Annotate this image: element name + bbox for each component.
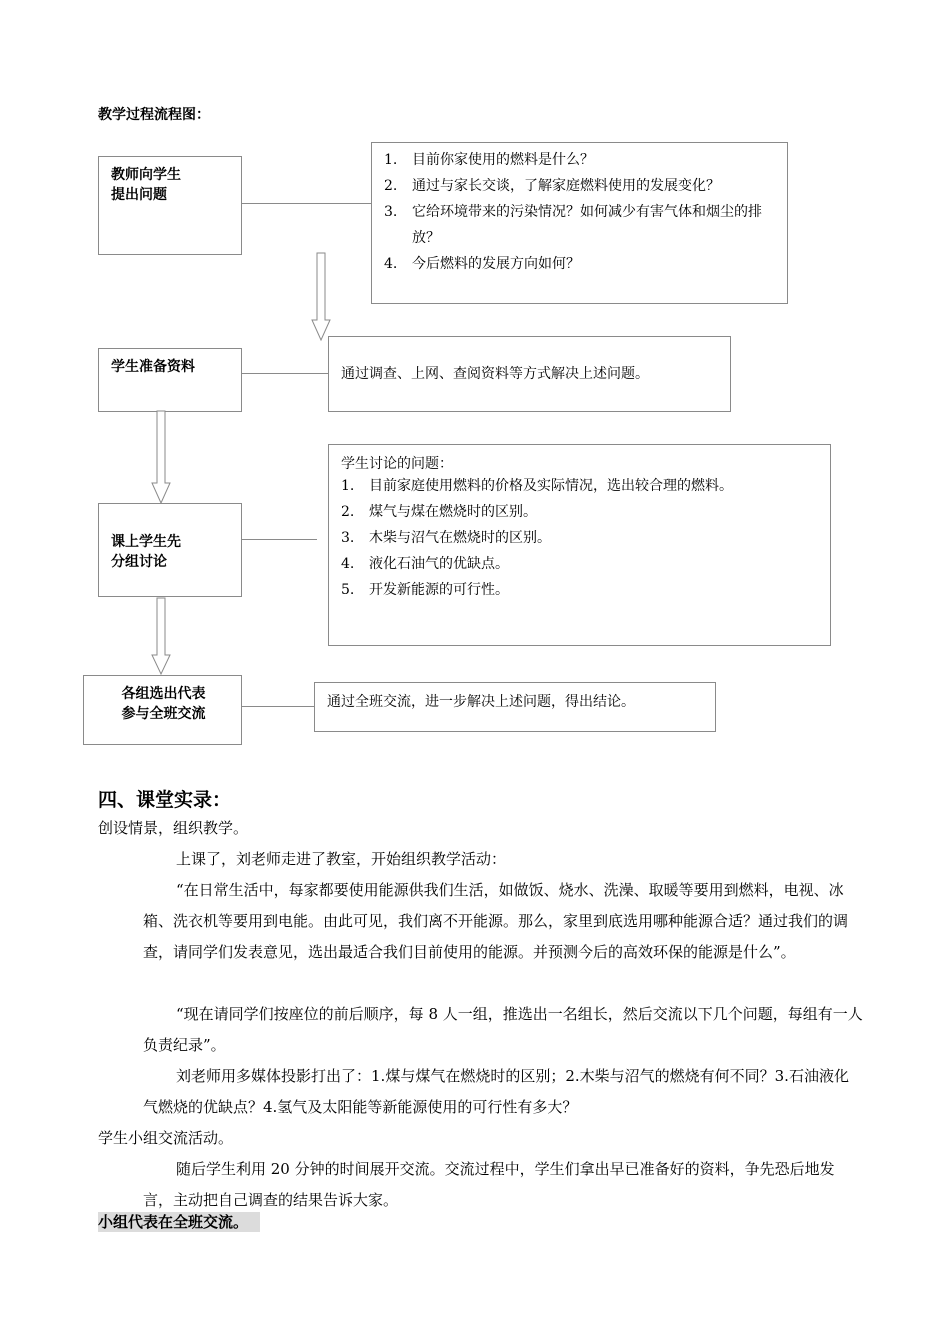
step-class-exchange-box xyxy=(83,675,242,745)
paragraph: “现在请同学们按座位的前后顺序，每 8 人一组，推选出一名组长，然后交流以下几个问题，每组有一人负责纪录”。 xyxy=(143,1005,863,1054)
discussion-list xyxy=(341,473,826,603)
subheading: 学生小组交流活动。 xyxy=(98,1129,234,1147)
paragraph: 随后学生利用 20 分钟的时间展开交流。交流过程中，学生们拿出早已准备好的资料，争先恐后地发言，主动把自己调查的结果告诉大家。 xyxy=(143,1160,835,1209)
discussion-item: 4. 液化石油气的优缺点。 xyxy=(341,556,509,572)
highlighted-subheading: 小组代表在全班交流。 xyxy=(98,1212,260,1232)
discussion-heading: 学生讨论的问题： xyxy=(341,456,453,472)
paragraph: 上课了，刘老师走进了教室，开始组织教学活动： xyxy=(176,850,507,868)
step-label-line1: 教师向学生 xyxy=(111,167,181,183)
question-item: 2. 通过与家长交谈，了解家庭燃料使用的发展变化？ xyxy=(384,178,720,194)
subheading: 创设情景，组织教学。 xyxy=(98,819,249,837)
prepare-detail-text: 通过调查、上网、查阅资料等方式解决上述问题。 xyxy=(341,366,649,382)
question-list xyxy=(384,147,779,277)
step-label-line2: 分组讨论 xyxy=(111,554,167,570)
connector-line xyxy=(242,373,328,374)
connector-line xyxy=(242,706,314,707)
question-item: 3. 它给环境带来的污染情况？如何减少有害气体和烟尘的排放？ xyxy=(384,204,762,246)
down-arrow-icon xyxy=(150,597,172,677)
step-label-line2: 提出问题 xyxy=(111,187,167,203)
step-prepare-box xyxy=(98,348,242,412)
step-group-discussion-box xyxy=(98,503,242,597)
discussion-box xyxy=(328,444,831,646)
paragraph: 刘老师用多媒体投影打出了：1.煤与煤气在燃烧时的区别；2.木柴与沼气的燃烧有何不同？3.石油液化气燃烧的优缺点？4.氢气及太阳能等新能源使用的可行性有多大？ xyxy=(143,1067,849,1116)
exchange-detail-box xyxy=(314,682,716,732)
questions-box xyxy=(371,142,788,304)
step-label: 学生准备资料 xyxy=(111,359,195,375)
step-label-line2: 参与全班交流 xyxy=(121,706,206,722)
step-teacher-asks-box xyxy=(98,156,242,255)
discussion-item: 3. 木柴与沼气在燃烧时的区别。 xyxy=(341,530,551,546)
section-title: 四、课堂实录： xyxy=(98,789,232,811)
step-label-line1: 各组选出代表 xyxy=(121,686,206,702)
flow-title: 教学过程流程图： xyxy=(98,107,210,123)
step-label-line1: 课上学生先 xyxy=(111,534,181,550)
connector-line xyxy=(242,539,317,540)
discussion-item: 1. 目前家庭使用燃料的价格及实际情况，选出较合理的燃料。 xyxy=(341,478,733,494)
down-arrow-icon xyxy=(310,252,332,342)
prepare-detail-box xyxy=(328,336,731,412)
discussion-item: 2. 煤气与煤在燃烧时的区别。 xyxy=(341,504,537,520)
down-arrow-icon xyxy=(150,410,172,505)
discussion-item: 5. 开发新能源的可行性。 xyxy=(341,582,509,598)
connector-line xyxy=(242,203,371,204)
question-item: 1. 目前你家使用的燃料是什么？ xyxy=(384,152,594,168)
question-item: 4. 今后燃料的发展方向如何？ xyxy=(384,256,580,272)
paragraph: “在日常生活中，每家都要使用能源供我们生活，如做饭、烧水、洗澡、取暖等要用到燃料，电视、冰箱、洗衣机等要用到电能。由此可见，我们离不开能源。那么，家里到底选用哪种能源合适？通过我们的调查，请同学们发表意见，选出最适合我们目前使用的能源。并预测今后的高效环保的能源是什么”。 xyxy=(143,881,849,961)
exchange-detail-text: 通过全班交流，进一步解决上述问题，得出结论。 xyxy=(327,694,635,710)
